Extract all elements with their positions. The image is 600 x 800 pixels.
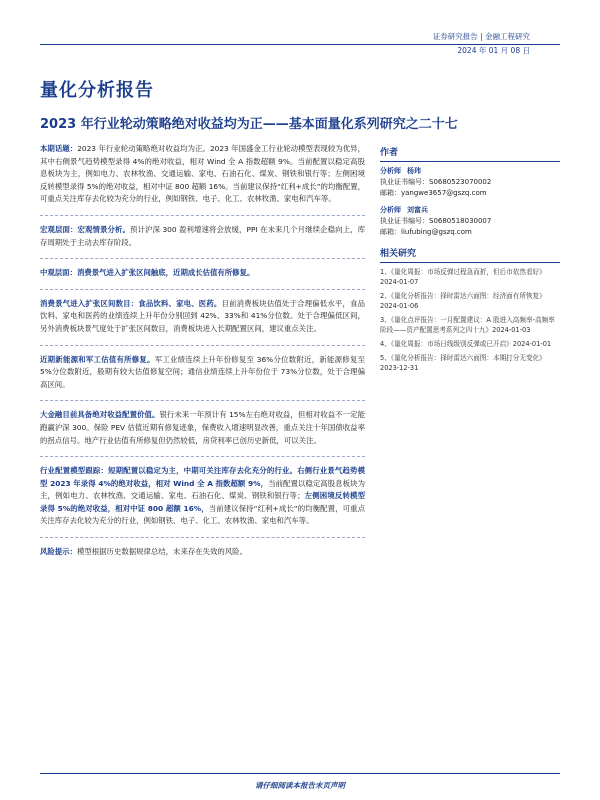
analyst-email[interactable]: yangwe3657@gszq.com	[401, 189, 487, 197]
summary-block	[40, 143, 365, 206]
newenergy-heading: 近期新能源和军工估值有所修复。	[40, 354, 155, 364]
divider	[40, 215, 365, 216]
report-type-title: 量化分析报告	[40, 80, 154, 101]
strategy-text1: 当前配置以稳定高股息板块为主，例如电力、农林牧渔、交通运输、家电、石油石化、煤炭、钢铁和银行等；	[40, 478, 365, 501]
related-item[interactable]: 3、《量化点评报告：一月配置建议：A 股进入高频率-高频率阶段——资产配置思考系列之四十九》2024-01-03	[380, 316, 555, 334]
analyst-role: 分析师	[380, 167, 401, 175]
divider	[40, 345, 365, 346]
related-item[interactable]: 5、《量化分析报告：择时雷达六面图：本期打分无变化》2023-12-31	[380, 354, 546, 372]
consumer-block	[40, 298, 365, 336]
analyst-email[interactable]: liufubing@gszq.com	[401, 228, 472, 236]
strategy-text2: 当前建议保持“红利+成长”的均衡配置，可重点关注库存去化较为充分的行业，例如钢铁、电子、化工、农林牧渔、家电和汽车等。	[40, 503, 365, 526]
report-title: 2023 年行业轮动策略绝对收益均为正——基本面量化系列研究之二十七	[40, 117, 458, 132]
license-number: S0680523070002	[429, 178, 492, 186]
finance-heading: 大金融目前具备绝对收益配置价值。	[40, 410, 160, 420]
risk-block	[40, 546, 365, 559]
finance-text: 银行未来一年预计有 15%左右绝对收益，但相对收益不一定能跑赢沪深 300。保险 PEV 估值近期有修复迹象，保费收入增速明显改善，重点关注十年国债收益率的拐点信号。地产行业估值有所修复但仍然较低，房贷利率已创历史新低，可以关注。	[40, 410, 365, 445]
risk-heading: 风险提示：	[40, 547, 77, 557]
macro-heading: 宏观层面：	[40, 224, 78, 234]
summary-heading: 本期话题：	[40, 144, 78, 153]
divider	[40, 537, 365, 538]
license-number: S0680518030007	[429, 217, 492, 225]
footer-disclaimer: 请仔细阅读本报告末页声明	[255, 781, 345, 790]
strategy-bold2: 左侧困境反转模型录得 5%的绝对收益，相对中证 800 超额 16%，	[40, 491, 365, 513]
main-column	[40, 143, 365, 568]
related-item[interactable]: 4、《量化周报：市场日线级别反弹或已开启》2024-01-01	[380, 340, 552, 348]
meso-heading: 中观层面：	[40, 268, 77, 278]
report-date: 2024 年 01 月 08 日	[457, 46, 530, 55]
license-label: 执业证书编号：	[380, 217, 429, 225]
consumer-heading: 消费景气进入扩张区间数目：食品饮料、家电、医药。	[40, 298, 222, 308]
meso-block	[40, 267, 365, 280]
macro-block	[40, 224, 365, 249]
consumer-text: 目前消费板块估值处于合理偏低水平，食品饮料、家电和医药的业绩连续上升年份分别回到 42%、33%和 41%分位数。处于合理偏低区间，另外消费板块景气度处于扩张区间数目，消费板块进入长期配置区间，建议重点关注。	[40, 298, 365, 333]
related-item[interactable]: 2、《量化分析报告：择时雷达六面图：经济面有所恢复》2024-01-06	[380, 292, 546, 310]
report-category: 证券研究报告 | 金融工程研究	[432, 32, 530, 41]
strategy-block	[40, 465, 365, 528]
related-item[interactable]: 1、《量化周报：市场反弹过程急而折，但后市依然看好》2024-01-07	[380, 268, 546, 286]
newenergy-text: 军工业绩连续上升年份修复至 36%分位数附近，新能源修复至 5%分位数附近，般期有较大估值修复空间；通信业绩连续上升年份位于 73%分位数，处于合理偏高区间。	[40, 354, 365, 389]
header-divider	[40, 44, 560, 45]
macro-lead: 宏观情景分析。	[77, 224, 130, 234]
strategy-heading: 行业配置模型跟踪：	[40, 466, 109, 476]
license-label: 执业证书编号：	[380, 178, 429, 186]
analyst-card	[380, 205, 560, 238]
analyst-name: 刘富兵	[407, 206, 428, 214]
divider	[40, 289, 365, 290]
divider	[40, 456, 365, 457]
finance-block	[40, 409, 365, 447]
risk-text: 模型根据历史数据规律总结，未来存在失效的风险。	[76, 547, 247, 557]
newenergy-block	[40, 354, 365, 392]
email-label: 邮箱：	[380, 189, 401, 197]
meso-lead: 消费景气进入扩张区间触底，近期成长估值有所修复。	[76, 268, 255, 278]
authors-heading: 作者	[380, 143, 560, 162]
strategy-bold: 短期配置以稳定为主，中期可关注库存去化充分的行业。右侧行业景气趋势模型 2023 年录得 4%的绝对收益，相对 Wind 全 A 指数超额 9%，	[40, 466, 365, 488]
summary-text: 2023 年行业轮动策略绝对收益均为正。2023 年国盛金工行业轮动模型表现较为优异，其中右侧景气趋势模型录得 4%的绝对收益，相对 Wind 全 A 指数超额 9%。当前配置以稳定高股息板块为主，例如电力、农林牧渔、交通运输、家电、石油石化、煤炭、钢铁和银行等；左侧困境反转模型录得 5%的绝对收益，相对中证 800 超额 16%。当前建议保持“红利+成长”的均衡配置，可重点关注库存去化较为充分的行业，例如钢铁、电子、化工、农林牧渔、家电和汽车等。	[40, 144, 365, 204]
analyst-role: 分析师	[380, 206, 401, 214]
sidebar	[380, 143, 560, 377]
related-heading: 相关研究	[380, 244, 560, 263]
related-list	[380, 267, 560, 373]
footer-divider	[40, 773, 560, 774]
email-label: 邮箱：	[380, 228, 401, 236]
analyst-name: 杨玮	[407, 167, 421, 175]
divider	[40, 400, 365, 401]
divider	[40, 258, 365, 259]
analyst-card	[380, 166, 560, 199]
macro-text: 预计沪深 300 盈利增速将会放缓，PPI 在未来几个月继续企稳向上，库存周期处于主动去库存阶段。	[40, 224, 365, 247]
